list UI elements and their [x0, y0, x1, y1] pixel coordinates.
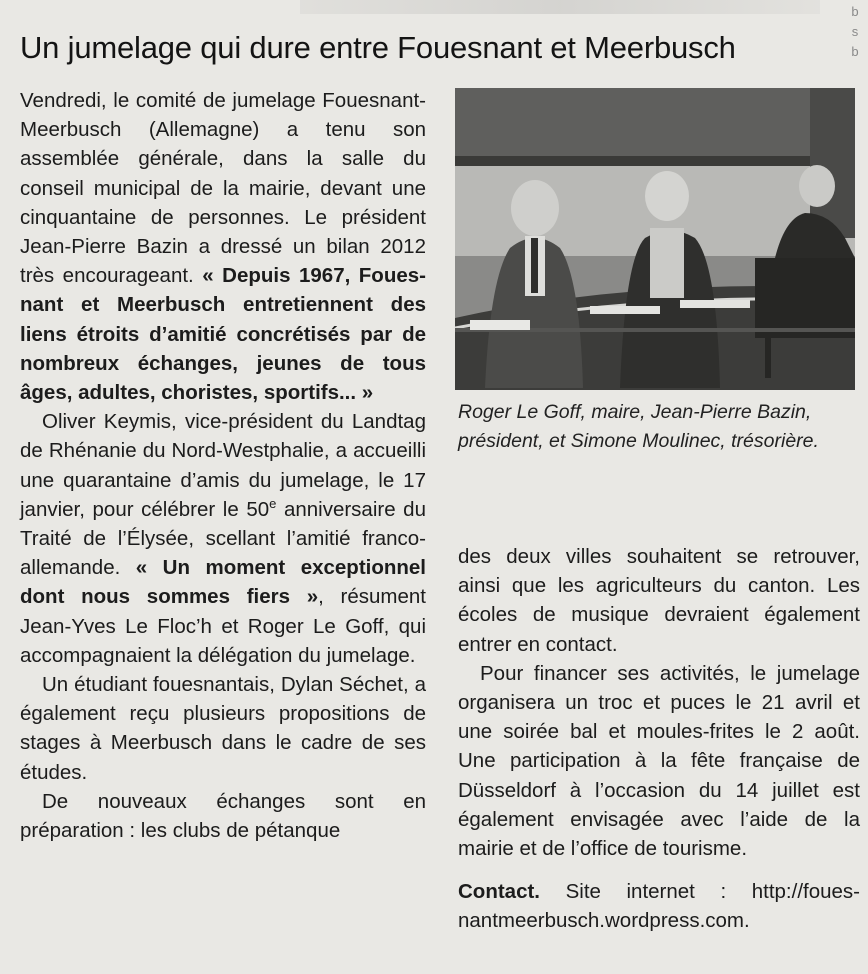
article-right-column	[458, 542, 860, 936]
article-headline: Un jumelage qui dure entre Fouesnant et Meerbusch	[20, 30, 736, 65]
paragraph-text: Pour financer ses activités, le jumelage organisera un troc et puces le 21 avril et une soirée bal et moules-frites le 2 août. Une participation à la fête française de Düsseldorf à l’occasion du 14 juillet est également envisagée avec l’aide de la mairie et de l’office de tourisme.	[458, 661, 860, 861]
article-left-column	[20, 86, 426, 845]
paragraph-text: , résument Jean-Yves Le Floc’h et Roger Le Goff, qui accompagnaient la délégation du jumelage.	[20, 585, 426, 667]
bold-quote-text: « Un moment exceptionnel dont nous sommes fiers »	[20, 556, 427, 609]
edge-letter: b	[851, 4, 859, 19]
paragraph-text: Oliver Keymis, vice-président du Landtag de Rhénanie du Nord-Westphalie, a accueilli une quarantaine d’amis du jumelage, le 17 janvier, pour célébrer le 50	[20, 410, 426, 521]
edge-letter: s	[851, 24, 859, 39]
faded-previous-text	[300, 0, 820, 14]
article-paragraph	[458, 542, 860, 659]
bold-quote-text: Contact.	[458, 880, 540, 904]
photo-caption: Roger Le Goff, maire, Jean-Pierre Bazin, président, et Simone Moulinec, trésorière.	[458, 401, 819, 452]
paragraph-text: Site internet : http://fouesnantmeerbusch.wordpress.com.	[458, 880, 860, 933]
article-paragraph	[20, 86, 426, 407]
paragraph-text: Vendredi, le comité de jumelage Fouesnant-Meerbusch (Allemagne) a tenu son assemblée générale, dans la salle du conseil municipal de la mairie, devant une cinquantaine de personnes. Le président Jean-Pierre Bazin a dressé un bilan 2012 très encourageant.	[20, 89, 426, 288]
paragraph-text: anniversaire du Traité de l’Élysée, scellant l’amitié franco-allemande.	[20, 497, 426, 580]
article-photo	[455, 88, 855, 390]
bold-quote-text: « Depuis 1967, Fouesnant et Meerbusch entretiennent des liens étroits d’amitié concrétisés par de nombreux échanges, jeunes de tous âges, adultes, choristes, sportifs... »	[20, 264, 426, 405]
edge-letters	[848, 2, 862, 62]
contact-paragraph	[458, 877, 860, 935]
council-meeting-photo-icon	[455, 88, 855, 390]
article-paragraph	[20, 407, 426, 670]
edge-letter: b	[851, 44, 859, 59]
paragraph-text: e	[269, 496, 277, 512]
paragraph-text: des deux villes souhaitent se retrouver, ainsi que les agriculteurs du canton. Les écoles de musique devraient également entrer en contact.	[458, 545, 860, 656]
article-paragraph	[458, 659, 860, 863]
article-paragraph	[20, 670, 426, 787]
paragraph-text: Un étudiant fouesnantais, Dylan Séchet, a également reçu plusieurs propositions de stages à Meerbusch dans le cadre de ses études.	[20, 673, 426, 784]
paragraph-text: De nouveaux échanges sont en préparation : les clubs de pétanque	[20, 789, 426, 843]
article-paragraph	[20, 787, 426, 845]
